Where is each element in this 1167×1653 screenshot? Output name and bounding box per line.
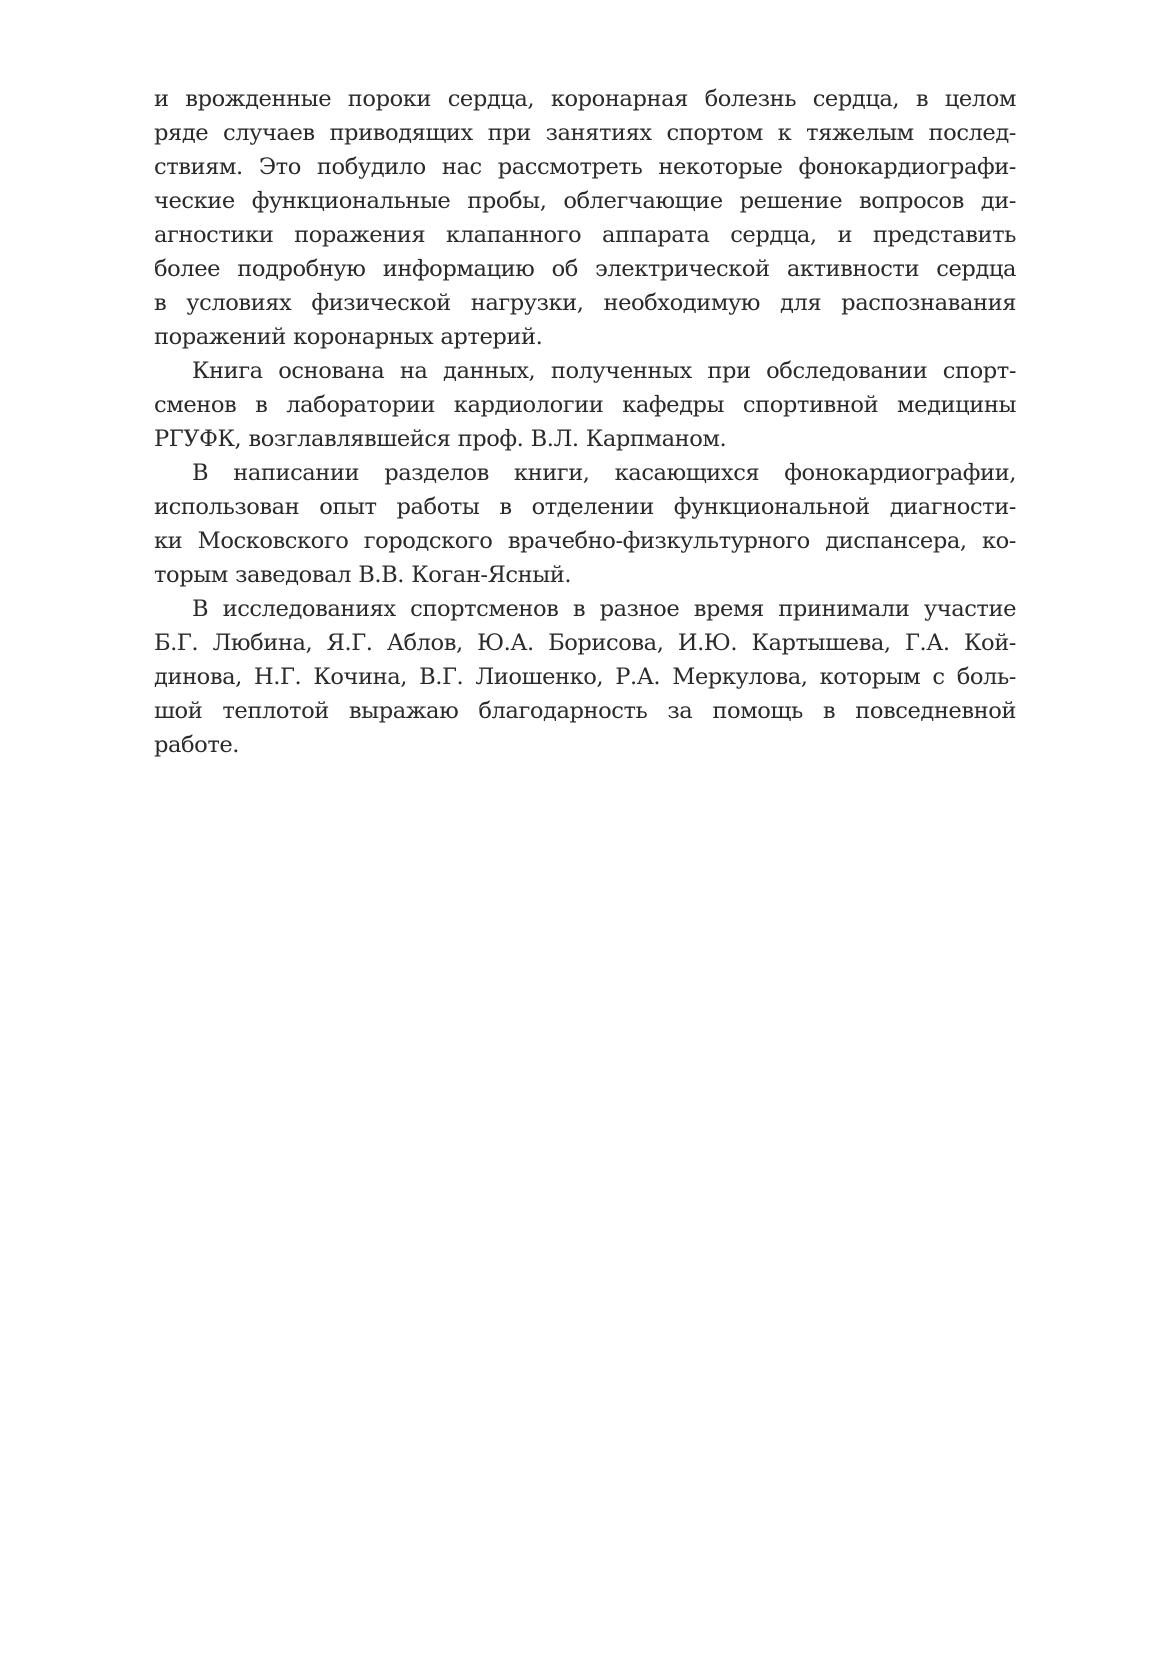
paragraph-3 — [154, 456, 1016, 592]
paragraph-line: поражений коронарных артерий. — [154, 324, 543, 350]
paragraph-line: агностики поражения клапанного аппарата сердца, и представить — [154, 222, 1016, 248]
paragraph-line: использован опыт работы в отделении функциональной диагности- — [154, 494, 1016, 520]
paragraph-line: динова, Н.Г. Кочина, В.Г. Лиошенко, Р.А. Меркулова, которым с боль- — [154, 664, 1016, 690]
paragraph-line: торым заведовал В.В. Коган-Ясный. — [154, 562, 572, 588]
paragraph-line: работе. — [154, 732, 240, 758]
paragraph-line: РГУФК, возглавлявшейся проф. В.Л. Карпманом. — [154, 426, 727, 452]
paragraph-line: более подробную информацию об электрической активности сердца — [154, 256, 1016, 282]
paragraph-1 — [154, 82, 1016, 354]
paragraph-line: ряде случаев приводящих при занятиях спортом к тяжелым послед- — [154, 120, 1016, 146]
paragraph-line: ческие функциональные пробы, облегчающие решение вопросов ди- — [154, 188, 1016, 214]
paragraph-line: в условиях физической нагрузки, необходимую для распознавания — [154, 290, 1016, 316]
paragraph-4 — [154, 592, 1016, 762]
body-text — [154, 82, 1016, 762]
paragraph-line: и врожденные пороки сердца, коронарная болезнь сердца, в целом — [154, 86, 1016, 112]
paragraph-line: шой теплотой выражаю благодарность за помощь в повседневной — [154, 698, 1016, 724]
paragraph-2 — [154, 354, 1016, 456]
paragraph-line: сменов в лаборатории кардиологии кафедры спортивной медицины — [154, 392, 1016, 418]
paragraph-line: Б.Г. Любина, Я.Г. Аблов, Ю.А. Борисова, И.Ю. Картышева, Г.А. Кой- — [154, 630, 1016, 656]
paragraph-line: ки Московского городского врачебно-физкультурного диспансера, ко- — [154, 528, 1016, 554]
paragraph-line: В исследованиях спортсменов в разное время принимали участие — [192, 596, 1016, 622]
paragraph-line: Книга основана на данных, полученных при обследовании спорт- — [192, 358, 1016, 384]
paragraph-line: В написании разделов книги, касающихся фонокардиографии, — [192, 460, 1016, 486]
paragraph-line: ствиям. Это побудило нас рассмотреть некоторые фонокардиографи- — [154, 154, 1016, 180]
